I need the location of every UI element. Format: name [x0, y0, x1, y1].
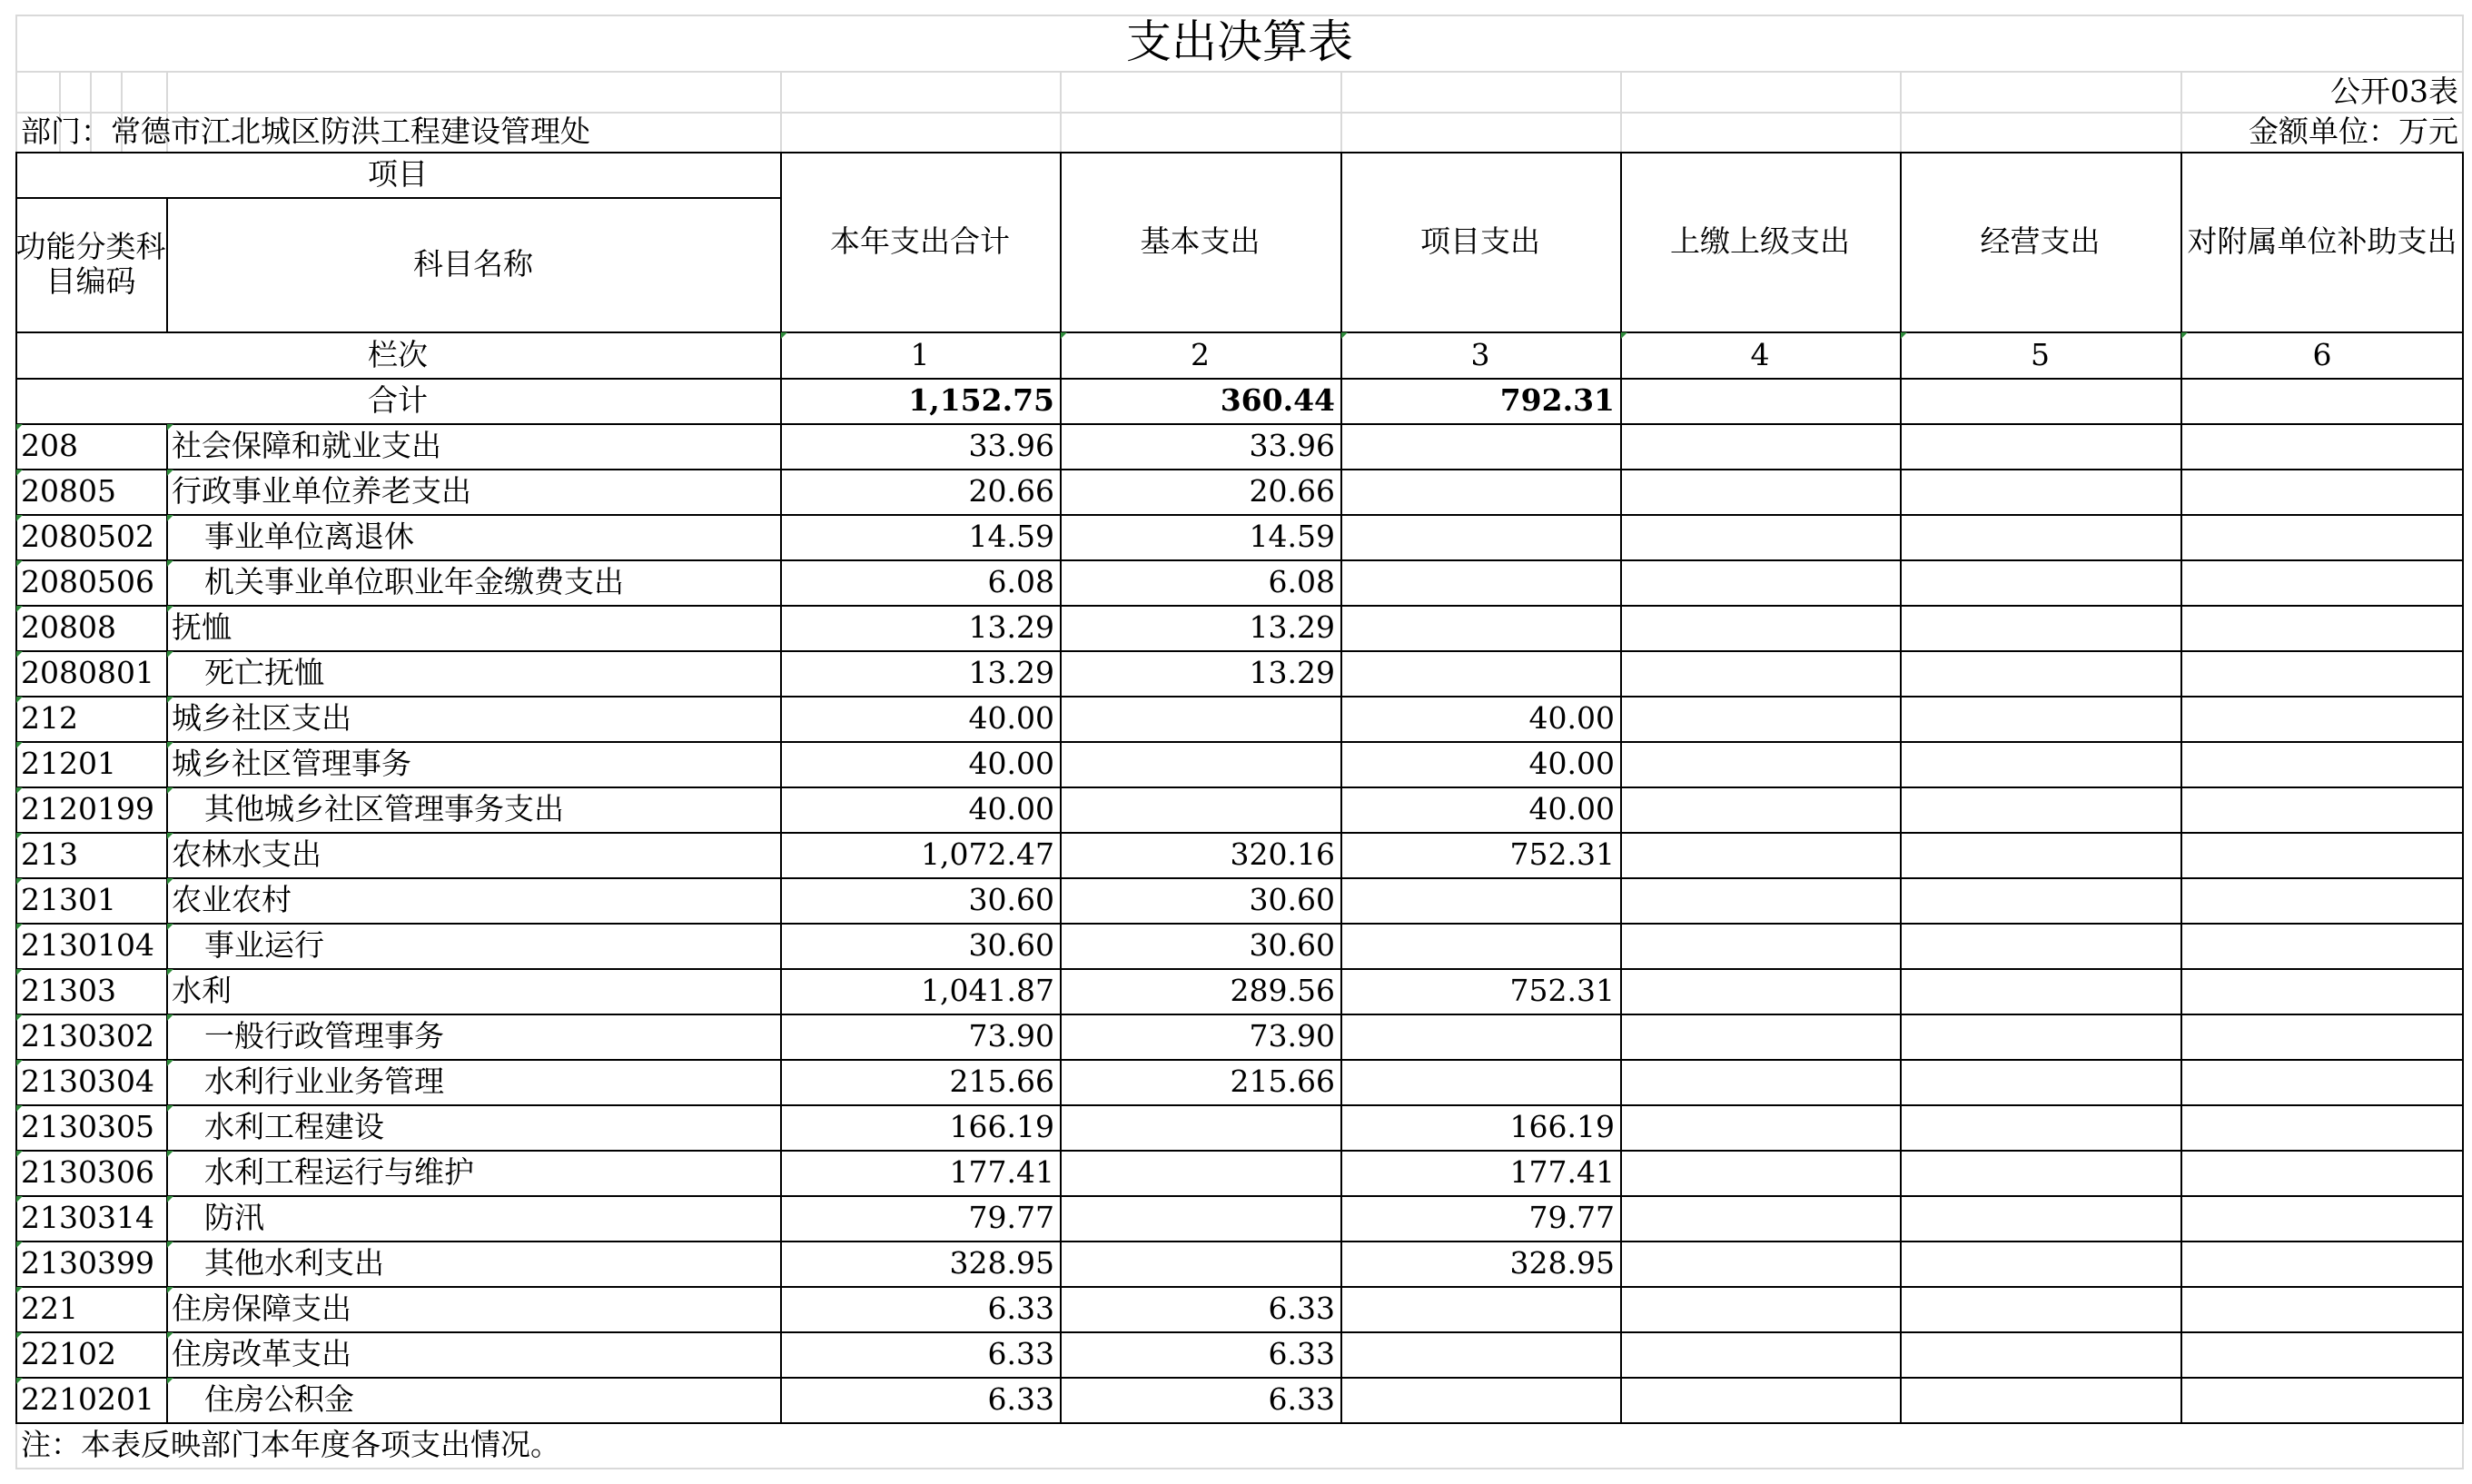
grid-line [1620, 71, 1622, 152]
row-value [1900, 469, 2180, 514]
row-value [1620, 968, 1900, 1014]
row-value [2180, 1150, 2464, 1195]
row-value: 40.00 [1528, 700, 1615, 737]
cell-indicator-icon [16, 1287, 23, 1293]
row-value: 215.66 [949, 1064, 1054, 1100]
row-value [1900, 1331, 2180, 1377]
row-value: 6.08 [1268, 564, 1335, 600]
row-value [2180, 877, 2464, 923]
row-value: 30.60 [968, 882, 1054, 918]
row-value: 752.31 [1509, 836, 1615, 873]
row-value [1620, 469, 1900, 514]
row-value: 40.00 [968, 700, 1054, 737]
row-value: 40.00 [1528, 791, 1615, 827]
row-value [1340, 923, 1620, 968]
row-value: 13.29 [968, 655, 1054, 691]
row-value: 6.08 [987, 564, 1054, 600]
row-code: 22102 [21, 1336, 116, 1372]
row-code: 2130305 [21, 1109, 154, 1145]
row-name: 一般行政管理事务 [204, 1018, 444, 1054]
cell-indicator-icon [781, 332, 787, 339]
row-value [1620, 923, 1900, 968]
row-value [1620, 787, 1900, 832]
row-code: 20808 [21, 609, 116, 646]
row-value [2180, 1195, 2464, 1241]
row-value: 1,072.47 [921, 836, 1054, 873]
row-value [1620, 877, 1900, 923]
row-value [2180, 423, 2464, 469]
row-name: 其他城乡社区管理事务支出 [204, 791, 564, 827]
row-value [2180, 1104, 2464, 1150]
header-column-2: 基本支出 [1140, 223, 1261, 260]
cell-indicator-icon [1061, 332, 1067, 339]
cell-indicator-icon [167, 606, 173, 612]
grid-line [1340, 71, 1342, 152]
row-value: 328.95 [949, 1245, 1054, 1281]
cell-indicator-icon [167, 560, 173, 567]
total-value [1620, 378, 1900, 423]
row-name: 事业运行 [204, 927, 324, 964]
column-index-number: 5 [2031, 336, 2050, 372]
row-name: 住房改革支出 [172, 1336, 351, 1372]
row-value [1900, 923, 2180, 968]
row-value [1340, 605, 1620, 650]
row-code: 21303 [21, 973, 116, 1009]
row-code: 2130304 [21, 1064, 154, 1100]
row-code: 2210201 [21, 1381, 154, 1418]
expenditure-statement-sheet [15, 15, 2464, 1477]
row-value [2180, 968, 2464, 1014]
row-value [1620, 1286, 1900, 1331]
row-value [2180, 832, 2464, 877]
row-value: 328.95 [1509, 1245, 1615, 1281]
row-value [2180, 650, 2464, 696]
cell-indicator-icon [1341, 332, 1348, 339]
row-value [1620, 1150, 1900, 1195]
row-value [1340, 1377, 1620, 1422]
header-column-3: 项目支出 [1420, 223, 1540, 260]
row-code: 208 [21, 428, 78, 464]
row-value: 177.41 [1509, 1154, 1615, 1191]
row-value [1060, 1241, 1340, 1286]
total-value: 792.31 [1499, 382, 1615, 419]
row-value: 320.16 [1230, 836, 1335, 873]
row-value [2180, 1059, 2464, 1104]
row-value [1900, 605, 2180, 650]
row-value: 13.29 [968, 609, 1054, 646]
row-value [1620, 423, 1900, 469]
cell-indicator-icon [16, 470, 23, 476]
cell-indicator-icon [167, 470, 173, 476]
row-name: 社会保障和就业支出 [172, 428, 441, 464]
row-value [1900, 1059, 2180, 1104]
row-value [1340, 1331, 1620, 1377]
column-index-number: 6 [2312, 336, 2332, 372]
row-value [2180, 696, 2464, 741]
cell-indicator-icon [167, 787, 173, 794]
row-value [1900, 1104, 2180, 1150]
total-value [2180, 378, 2464, 423]
row-value [1900, 1195, 2180, 1241]
row-value [1900, 1150, 2180, 1195]
row-value [2180, 514, 2464, 559]
row-value: 1,041.87 [921, 973, 1054, 1009]
cell-indicator-icon [167, 515, 173, 521]
row-name: 机关事业单位职业年金缴费支出 [204, 564, 624, 600]
department-label: 部门：常德市江北城区防洪工程建设管理处 [21, 114, 590, 150]
row-value [2180, 741, 2464, 787]
row-value [1900, 787, 2180, 832]
row-value: 73.90 [1249, 1018, 1335, 1054]
row-value [2180, 1241, 2464, 1286]
total-value [1900, 378, 2180, 423]
row-value: 79.77 [1528, 1200, 1615, 1236]
column-index-number: 4 [1750, 336, 1770, 372]
row-code: 2080801 [21, 655, 154, 691]
row-value [1060, 1150, 1340, 1195]
unit-label: 金额单位：万元 [2249, 114, 2458, 150]
cell-indicator-icon [16, 787, 23, 794]
cell-indicator-icon [16, 1151, 23, 1157]
header-name-label: 科目名称 [413, 246, 533, 282]
row-value [2180, 469, 2464, 514]
row-value [1900, 1286, 2180, 1331]
cell-indicator-icon [167, 969, 173, 975]
row-value [1620, 559, 1900, 605]
row-value: 6.33 [1268, 1291, 1335, 1327]
header-column-4: 上缴上级支出 [1670, 223, 1850, 260]
row-value: 30.60 [968, 927, 1054, 964]
grid-line [1060, 71, 1062, 152]
row-value: 6.33 [987, 1291, 1054, 1327]
header-item-group: 项目 [368, 156, 428, 193]
row-name: 水利 [172, 973, 232, 1009]
row-value: 33.96 [1249, 428, 1335, 464]
row-value [2180, 559, 2464, 605]
total-value: 1,152.75 [908, 382, 1054, 419]
cell-indicator-icon [167, 1105, 173, 1112]
row-code: 2130399 [21, 1245, 154, 1281]
cell-indicator-icon [16, 969, 23, 975]
header-column-1: 本年支出合计 [830, 223, 1010, 260]
row-value [2180, 605, 2464, 650]
row-value [1900, 877, 2180, 923]
grid-line [1900, 71, 1902, 152]
cell-indicator-icon [16, 1105, 23, 1112]
column-index-number: 2 [1191, 336, 1210, 372]
row-value: 6.33 [987, 1381, 1054, 1418]
row-code: 212 [21, 700, 78, 737]
row-value: 20.66 [968, 473, 1054, 510]
cell-indicator-icon [16, 742, 23, 748]
row-name: 水利工程运行与维护 [204, 1154, 474, 1191]
row-name: 农林水支出 [172, 836, 321, 873]
row-value [1620, 1014, 1900, 1059]
row-name: 防汛 [204, 1200, 264, 1236]
row-value: 30.60 [1249, 882, 1335, 918]
row-value [1900, 968, 2180, 1014]
row-value [2180, 1377, 2464, 1422]
column-index-label: 栏次 [368, 336, 428, 372]
row-name: 其他水利支出 [204, 1245, 384, 1281]
grid-line [780, 71, 782, 152]
row-code: 2130314 [21, 1200, 154, 1236]
row-name: 行政事业单位养老支出 [172, 473, 471, 510]
cell-indicator-icon [16, 878, 23, 885]
cell-indicator-icon [167, 424, 173, 430]
cell-indicator-icon [16, 833, 23, 839]
row-value [1900, 832, 2180, 877]
header-code-label: 功能分类科目编码 [15, 229, 166, 299]
cell-indicator-icon [167, 924, 173, 930]
row-value: 13.29 [1249, 609, 1335, 646]
cell-indicator-icon [167, 1151, 173, 1157]
row-value [1340, 1014, 1620, 1059]
row-value [1900, 423, 2180, 469]
cell-indicator-icon [167, 1332, 173, 1339]
grid-line [2462, 1422, 2464, 1468]
cell-indicator-icon [167, 742, 173, 748]
cell-indicator-icon [167, 878, 173, 885]
row-code: 21301 [21, 882, 116, 918]
cell-indicator-icon [167, 1014, 173, 1021]
cell-indicator-icon [16, 924, 23, 930]
cell-indicator-icon [167, 1378, 173, 1384]
cell-indicator-icon [167, 1242, 173, 1248]
cell-indicator-icon [16, 1196, 23, 1202]
row-value [1060, 696, 1340, 741]
cell-indicator-icon [16, 424, 23, 430]
row-value: 215.66 [1230, 1064, 1335, 1100]
row-value [1620, 832, 1900, 877]
row-value [1900, 741, 2180, 787]
cell-indicator-icon [2181, 332, 2188, 339]
row-value: 33.96 [968, 428, 1054, 464]
row-value [2180, 923, 2464, 968]
row-name: 水利行业业务管理 [204, 1064, 444, 1100]
row-value: 14.59 [968, 519, 1054, 555]
row-value [1620, 1377, 1900, 1422]
row-value [1900, 559, 2180, 605]
cell-indicator-icon [16, 1332, 23, 1339]
row-value [2180, 1014, 2464, 1059]
row-value: 166.19 [1509, 1109, 1615, 1145]
column-index-number: 1 [910, 336, 930, 372]
row-name: 水利工程建设 [204, 1109, 384, 1145]
row-value [1060, 787, 1340, 832]
cell-indicator-icon [167, 1060, 173, 1066]
row-value: 30.60 [1249, 927, 1335, 964]
row-value [1620, 650, 1900, 696]
row-value: 40.00 [968, 791, 1054, 827]
row-value [1340, 650, 1620, 696]
form-code-label: 公开03表 [2330, 73, 2458, 109]
row-value [1620, 514, 1900, 559]
cell-indicator-icon [167, 697, 173, 703]
cell-indicator-icon [16, 515, 23, 521]
row-value: 40.00 [968, 746, 1054, 782]
row-value: 20.66 [1249, 473, 1335, 510]
row-value [1900, 1014, 2180, 1059]
row-value [1340, 877, 1620, 923]
row-name: 事业单位离退休 [204, 519, 414, 555]
row-code: 20805 [21, 473, 116, 510]
row-value [2180, 1331, 2464, 1377]
row-name: 住房保障支出 [172, 1291, 351, 1327]
row-value [1340, 1286, 1620, 1331]
row-value: 79.77 [968, 1200, 1054, 1236]
row-value: 73.90 [968, 1018, 1054, 1054]
row-value [1900, 650, 2180, 696]
cell-indicator-icon [16, 1060, 23, 1066]
row-value [1340, 514, 1620, 559]
row-name: 农业农村 [172, 882, 292, 918]
row-value [1340, 1059, 1620, 1104]
header-column-5: 经营支出 [1980, 223, 2101, 260]
footnote: 注：本表反映部门本年度各项支出情况。 [21, 1427, 560, 1463]
row-value: 6.33 [1268, 1381, 1335, 1418]
row-value [1340, 423, 1620, 469]
page-title: 支出决算表 [1126, 15, 1353, 69]
row-value [1900, 1377, 2180, 1422]
cell-indicator-icon [16, 651, 23, 658]
cell-indicator-icon [1901, 332, 1907, 339]
cell-indicator-icon [167, 833, 173, 839]
row-value [1620, 605, 1900, 650]
row-code: 213 [21, 836, 78, 873]
cell-indicator-icon [167, 1196, 173, 1202]
row-name: 住房公积金 [204, 1381, 354, 1418]
cell-indicator-icon [16, 1378, 23, 1384]
row-value: 13.29 [1249, 655, 1335, 691]
row-value [1340, 559, 1620, 605]
grid-line [15, 1468, 2464, 1469]
row-value: 40.00 [1528, 746, 1615, 782]
row-name: 城乡社区管理事务 [172, 746, 411, 782]
cell-indicator-icon [16, 560, 23, 567]
row-value [1060, 741, 1340, 787]
row-code: 2080506 [21, 564, 154, 600]
row-value [1620, 696, 1900, 741]
column-index-number: 3 [1470, 336, 1490, 372]
row-value [1340, 469, 1620, 514]
row-value [2180, 787, 2464, 832]
cell-indicator-icon [1621, 332, 1627, 339]
row-name: 城乡社区支出 [172, 700, 351, 737]
row-value [1900, 696, 2180, 741]
row-code: 2080502 [21, 519, 154, 555]
row-value [1060, 1104, 1340, 1150]
row-value: 6.33 [1268, 1336, 1335, 1372]
row-value [1620, 1331, 1900, 1377]
cell-indicator-icon [167, 651, 173, 658]
row-code: 221 [21, 1291, 78, 1327]
cell-indicator-icon [167, 1287, 173, 1293]
row-value [1900, 514, 2180, 559]
row-value [1620, 1104, 1900, 1150]
row-value [1620, 1195, 1900, 1241]
row-value: 289.56 [1230, 973, 1335, 1009]
row-value: 177.41 [949, 1154, 1054, 1191]
row-value [1620, 741, 1900, 787]
row-value [1620, 1059, 1900, 1104]
row-code: 21201 [21, 746, 116, 782]
row-value: 14.59 [1249, 519, 1335, 555]
total-value: 360.44 [1220, 382, 1335, 419]
row-value [1620, 1241, 1900, 1286]
cell-indicator-icon [16, 697, 23, 703]
row-value [1900, 1241, 2180, 1286]
row-value: 6.33 [987, 1336, 1054, 1372]
row-code: 2130302 [21, 1018, 154, 1054]
row-value: 752.31 [1509, 973, 1615, 1009]
row-code: 2120199 [21, 791, 154, 827]
header-column-6: 对附属单位补助支出 [2187, 223, 2457, 260]
grid-line [15, 71, 2464, 73]
cell-indicator-icon [16, 1014, 23, 1021]
row-name: 抚恤 [172, 609, 232, 646]
total-label: 合计 [368, 382, 428, 419]
row-code: 2130306 [21, 1154, 154, 1191]
row-value [1060, 1195, 1340, 1241]
row-code: 2130104 [21, 927, 154, 964]
row-name: 死亡抚恤 [204, 655, 324, 691]
cell-indicator-icon [16, 1242, 23, 1248]
cell-indicator-icon [16, 606, 23, 612]
row-value: 166.19 [949, 1109, 1054, 1145]
row-value [2180, 1286, 2464, 1331]
